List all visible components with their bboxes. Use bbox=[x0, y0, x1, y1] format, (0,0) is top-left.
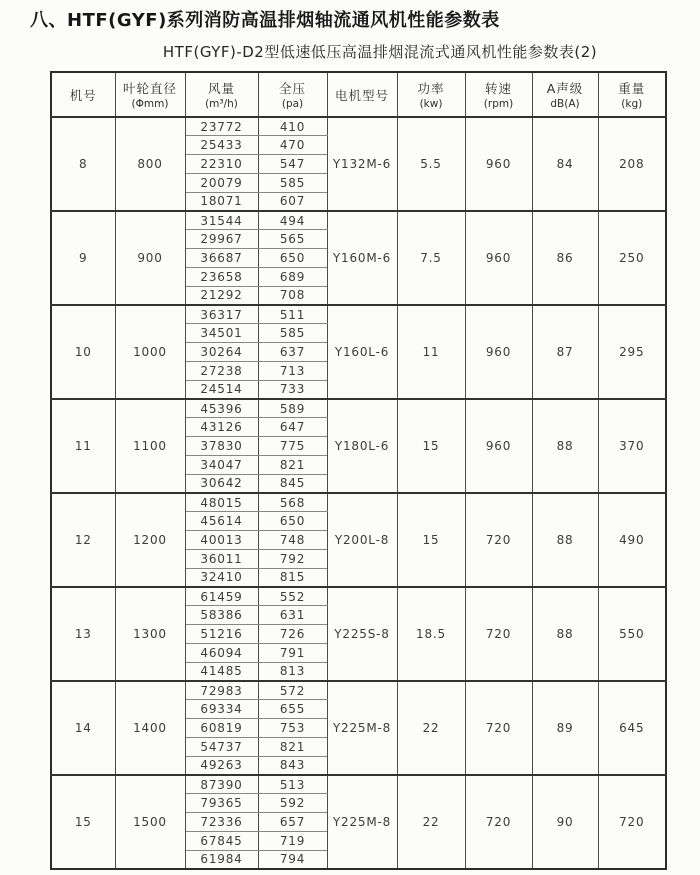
machine-no-cell: 9 bbox=[51, 211, 115, 305]
weight-cell: 295 bbox=[598, 305, 666, 399]
weight-cell: 370 bbox=[598, 399, 666, 493]
machine-no-cell: 11 bbox=[51, 399, 115, 493]
power-cell: 18.5 bbox=[397, 587, 465, 681]
air-volume-cell: 72336 bbox=[185, 812, 258, 831]
full-pressure-cell: 733 bbox=[258, 380, 327, 399]
air-volume-cell: 20079 bbox=[185, 173, 258, 192]
table-header-row bbox=[51, 72, 666, 117]
air-volume-cell: 69334 bbox=[185, 700, 258, 719]
table-row bbox=[51, 117, 666, 136]
noise-level-cell: 84 bbox=[532, 117, 598, 211]
air-volume-cell: 30642 bbox=[185, 474, 258, 493]
air-volume-cell: 45396 bbox=[185, 399, 258, 418]
machine-no-cell: 15 bbox=[51, 775, 115, 869]
speed-cell: 720 bbox=[465, 681, 532, 775]
column-header-label: A声级 bbox=[546, 81, 584, 96]
page-title: 八、HTF(GYF)系列消防高温排烟轴流通风机性能参数表 bbox=[30, 10, 500, 31]
weight-cell: 550 bbox=[598, 587, 666, 681]
speed-cell: 960 bbox=[465, 117, 532, 211]
speed-cell: 960 bbox=[465, 399, 532, 493]
full-pressure-cell: 607 bbox=[258, 192, 327, 211]
power-cell: 15 bbox=[397, 399, 465, 493]
full-pressure-cell: 650 bbox=[258, 512, 327, 531]
table-subtitle: HTF(GYF)-D2型低速低压高温排烟混流式通风机性能参数表(2) bbox=[162, 43, 598, 61]
full-pressure-cell: 845 bbox=[258, 474, 327, 493]
impeller-diameter-cell: 800 bbox=[115, 117, 185, 211]
column-header-power bbox=[397, 72, 465, 117]
air-volume-cell: 40013 bbox=[185, 531, 258, 550]
full-pressure-cell: 726 bbox=[258, 625, 327, 644]
weight-cell: 208 bbox=[598, 117, 666, 211]
full-pressure-cell: 637 bbox=[258, 343, 327, 362]
air-volume-cell: 54737 bbox=[185, 737, 258, 756]
full-pressure-cell: 552 bbox=[258, 587, 327, 606]
column-header-noise-level bbox=[532, 72, 598, 117]
table-row bbox=[51, 681, 666, 700]
full-pressure-cell: 592 bbox=[258, 794, 327, 813]
air-volume-cell: 32410 bbox=[185, 568, 258, 587]
table-head bbox=[51, 72, 666, 117]
column-header-label: 重量 bbox=[618, 81, 646, 96]
air-volume-cell: 79365 bbox=[185, 794, 258, 813]
column-header-label: 电机型号 bbox=[334, 87, 389, 103]
weight-cell: 490 bbox=[598, 493, 666, 587]
full-pressure-cell: 410 bbox=[258, 117, 327, 136]
air-volume-cell: 24514 bbox=[185, 380, 258, 399]
air-volume-cell: 60819 bbox=[185, 719, 258, 738]
air-volume-cell: 23772 bbox=[185, 117, 258, 136]
air-volume-cell: 36011 bbox=[185, 549, 258, 568]
full-pressure-cell: 748 bbox=[258, 531, 327, 550]
weight-cell: 645 bbox=[598, 681, 666, 775]
full-pressure-cell: 585 bbox=[258, 173, 327, 192]
impeller-diameter-cell: 1400 bbox=[115, 681, 185, 775]
noise-level-cell: 88 bbox=[532, 587, 598, 681]
column-header-unit: (pa) bbox=[281, 98, 304, 110]
power-cell: 22 bbox=[397, 681, 465, 775]
impeller-diameter-cell: 1100 bbox=[115, 399, 185, 493]
noise-level-cell: 87 bbox=[532, 305, 598, 399]
table-row bbox=[51, 587, 666, 606]
air-volume-cell: 51216 bbox=[185, 625, 258, 644]
full-pressure-cell: 719 bbox=[258, 831, 327, 850]
air-volume-cell: 23658 bbox=[185, 267, 258, 286]
air-volume-cell: 27238 bbox=[185, 361, 258, 380]
speed-cell: 720 bbox=[465, 493, 532, 587]
air-volume-cell: 46094 bbox=[185, 643, 258, 662]
table-row bbox=[51, 493, 666, 512]
full-pressure-cell: 547 bbox=[258, 155, 327, 174]
full-pressure-cell: 815 bbox=[258, 568, 327, 587]
full-pressure-cell: 470 bbox=[258, 136, 327, 155]
full-pressure-cell: 689 bbox=[258, 267, 327, 286]
column-header-unit: dB(A) bbox=[550, 98, 580, 110]
column-header-label: 功率 bbox=[417, 81, 445, 96]
air-volume-cell: 48015 bbox=[185, 493, 258, 512]
full-pressure-cell: 511 bbox=[258, 305, 327, 324]
motor-model-cell: Y225M-8 bbox=[327, 681, 397, 775]
full-pressure-cell: 650 bbox=[258, 249, 327, 268]
speed-cell: 960 bbox=[465, 211, 532, 305]
table-row bbox=[51, 305, 666, 324]
air-volume-cell: 61984 bbox=[185, 850, 258, 869]
power-cell: 5.5 bbox=[397, 117, 465, 211]
full-pressure-cell: 792 bbox=[258, 549, 327, 568]
motor-model-cell: Y225S-8 bbox=[327, 587, 397, 681]
motor-model-cell: Y160M-6 bbox=[327, 211, 397, 305]
column-header-speed bbox=[465, 72, 532, 117]
full-pressure-cell: 775 bbox=[258, 437, 327, 456]
air-volume-cell: 18071 bbox=[185, 192, 258, 211]
full-pressure-cell: 843 bbox=[258, 756, 327, 775]
table-body bbox=[51, 117, 666, 869]
air-volume-cell: 30264 bbox=[185, 343, 258, 362]
speed-cell: 720 bbox=[465, 775, 532, 869]
power-cell: 7.5 bbox=[397, 211, 465, 305]
column-header-label: 机号 bbox=[69, 87, 97, 103]
column-header-unit: (m³/h) bbox=[205, 98, 238, 110]
air-volume-cell: 21292 bbox=[185, 286, 258, 305]
column-header-unit: (rpm) bbox=[483, 98, 514, 110]
air-volume-cell: 45614 bbox=[185, 512, 258, 531]
air-volume-cell: 34501 bbox=[185, 324, 258, 343]
full-pressure-cell: 813 bbox=[258, 662, 327, 681]
column-header-unit: (kg) bbox=[621, 98, 643, 110]
full-pressure-cell: 791 bbox=[258, 643, 327, 662]
machine-no-cell: 13 bbox=[51, 587, 115, 681]
full-pressure-cell: 589 bbox=[258, 399, 327, 418]
machine-no-cell: 12 bbox=[51, 493, 115, 587]
motor-model-cell: Y200L-8 bbox=[327, 493, 397, 587]
air-volume-cell: 36687 bbox=[185, 249, 258, 268]
speed-cell: 960 bbox=[465, 305, 532, 399]
column-header-machine-no bbox=[51, 72, 115, 117]
noise-level-cell: 90 bbox=[532, 775, 598, 869]
table-row bbox=[51, 399, 666, 418]
noise-level-cell: 88 bbox=[532, 493, 598, 587]
weight-cell: 250 bbox=[598, 211, 666, 305]
full-pressure-cell: 494 bbox=[258, 211, 327, 230]
weight-cell: 720 bbox=[598, 775, 666, 869]
full-pressure-cell: 568 bbox=[258, 493, 327, 512]
column-header-unit: (kw) bbox=[419, 98, 443, 110]
air-volume-cell: 67845 bbox=[185, 831, 258, 850]
machine-no-cell: 14 bbox=[51, 681, 115, 775]
full-pressure-cell: 657 bbox=[258, 812, 327, 831]
air-volume-cell: 49263 bbox=[185, 756, 258, 775]
full-pressure-cell: 794 bbox=[258, 850, 327, 869]
impeller-diameter-cell: 1300 bbox=[115, 587, 185, 681]
motor-model-cell: Y180L-6 bbox=[327, 399, 397, 493]
noise-level-cell: 89 bbox=[532, 681, 598, 775]
table-row bbox=[51, 211, 666, 230]
air-volume-cell: 31544 bbox=[185, 211, 258, 230]
full-pressure-cell: 565 bbox=[258, 230, 327, 249]
column-header-weight bbox=[598, 72, 666, 117]
motor-model-cell: Y225M-8 bbox=[327, 775, 397, 869]
impeller-diameter-cell: 1500 bbox=[115, 775, 185, 869]
column-header-label: 风量 bbox=[207, 81, 235, 96]
air-volume-cell: 72983 bbox=[185, 681, 258, 700]
noise-level-cell: 88 bbox=[532, 399, 598, 493]
full-pressure-cell: 821 bbox=[258, 455, 327, 474]
full-pressure-cell: 647 bbox=[258, 418, 327, 437]
column-header-label: 叶轮直径 bbox=[122, 81, 177, 96]
power-cell: 15 bbox=[397, 493, 465, 587]
power-cell: 11 bbox=[397, 305, 465, 399]
full-pressure-cell: 655 bbox=[258, 700, 327, 719]
air-volume-cell: 61459 bbox=[185, 587, 258, 606]
column-header-full-pressure bbox=[258, 72, 327, 117]
air-volume-cell: 58386 bbox=[185, 606, 258, 625]
air-volume-cell: 22310 bbox=[185, 155, 258, 174]
motor-model-cell: Y132M-6 bbox=[327, 117, 397, 211]
column-header-unit: (Φmm) bbox=[131, 98, 169, 110]
air-volume-cell: 36317 bbox=[185, 305, 258, 324]
full-pressure-cell: 708 bbox=[258, 286, 327, 305]
fan-performance-table bbox=[50, 71, 667, 870]
impeller-diameter-cell: 1000 bbox=[115, 305, 185, 399]
air-volume-cell: 43126 bbox=[185, 418, 258, 437]
impeller-diameter-cell: 1200 bbox=[115, 493, 185, 587]
column-header-air-volume bbox=[185, 72, 258, 117]
column-header-impeller-diameter bbox=[115, 72, 185, 117]
full-pressure-cell: 585 bbox=[258, 324, 327, 343]
machine-no-cell: 8 bbox=[51, 117, 115, 211]
full-pressure-cell: 753 bbox=[258, 719, 327, 738]
full-pressure-cell: 821 bbox=[258, 737, 327, 756]
motor-model-cell: Y160L-6 bbox=[327, 305, 397, 399]
impeller-diameter-cell: 900 bbox=[115, 211, 185, 305]
machine-no-cell: 10 bbox=[51, 305, 115, 399]
power-cell: 22 bbox=[397, 775, 465, 869]
column-header-label: 转速 bbox=[484, 81, 512, 96]
column-header-label: 全压 bbox=[278, 81, 306, 96]
air-volume-cell: 41485 bbox=[185, 662, 258, 681]
full-pressure-cell: 631 bbox=[258, 606, 327, 625]
speed-cell: 720 bbox=[465, 587, 532, 681]
air-volume-cell: 37830 bbox=[185, 437, 258, 456]
table-row bbox=[51, 775, 666, 794]
air-volume-cell: 87390 bbox=[185, 775, 258, 794]
air-volume-cell: 25433 bbox=[185, 136, 258, 155]
air-volume-cell: 29967 bbox=[185, 230, 258, 249]
full-pressure-cell: 713 bbox=[258, 361, 327, 380]
column-header-motor-model bbox=[327, 72, 397, 117]
full-pressure-cell: 572 bbox=[258, 681, 327, 700]
full-pressure-cell: 513 bbox=[258, 775, 327, 794]
air-volume-cell: 34047 bbox=[185, 455, 258, 474]
noise-level-cell: 86 bbox=[532, 211, 598, 305]
